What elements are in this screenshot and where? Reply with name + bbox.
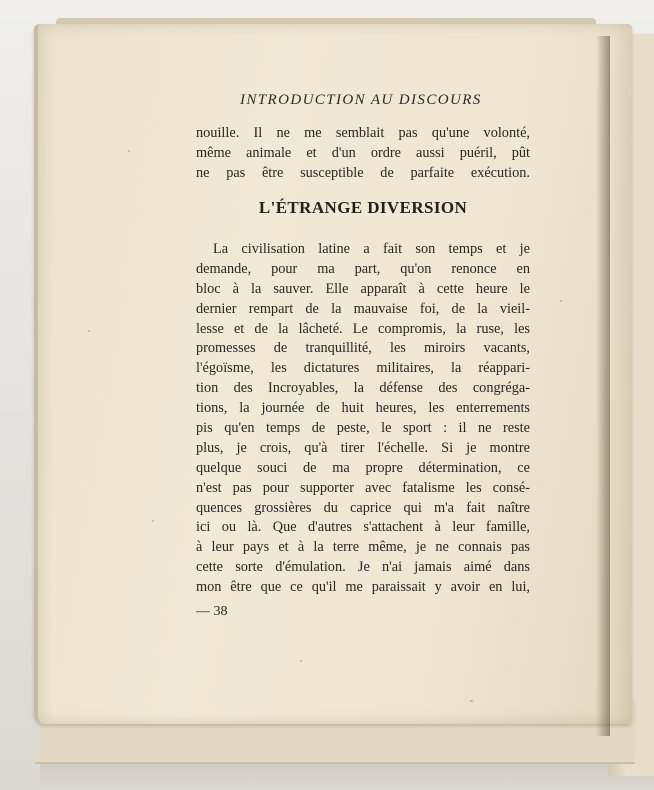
- text-line: même animale et d'un ordre aussi puéril, pût: [196, 144, 530, 161]
- paper-speck: [152, 520, 154, 522]
- text-line: tions, la journée de huit heures, les enterrements: [196, 400, 530, 417]
- text-line: bloc à la sauver. Elle apparaît à cette heure le: [196, 280, 530, 297]
- book-gutter-shadow: [596, 36, 610, 736]
- text-line: ne pas être susceptible de parfaite exécution.: [196, 164, 530, 181]
- text-line: quelque souci de ma propre détermination, ce: [196, 459, 530, 476]
- running-head: INTRODUCTION AU DISCOURS: [240, 92, 482, 108]
- text-line: demande, pour ma part, qu'on renonce en: [196, 260, 530, 277]
- text-line: pis qu'en temps de peste, le sport : il ne reste: [196, 420, 530, 437]
- text-line: cette sorte d'émulation. Je n'ai jamais aimé dans: [196, 559, 530, 576]
- paper-speck: [300, 660, 302, 662]
- text-line: n'est pas pour supporter avec fatalisme les consé-: [196, 479, 530, 496]
- body-paragraph: [196, 240, 530, 598]
- opening-paragraph: [196, 124, 530, 184]
- section-title: L'ÉTRANGE DIVERSION: [258, 198, 468, 217]
- text-line: ici ou là. Que d'autres s'attachent à leur famille,: [196, 519, 530, 536]
- text-line: l'égoïsme, les dictatures militaires, la réappari-: [196, 360, 530, 377]
- text-line: promesses de tranquillité, les miroirs vacants,: [196, 340, 530, 357]
- paper-speck: [128, 150, 130, 152]
- text-line: quences grossières du caprice qui m'a fait naître: [196, 499, 530, 516]
- text-line: nouille. Il ne me semblait pas qu'une volonté,: [196, 125, 530, 141]
- text-line: dernier rempart de la mauvaise foi, de la vieil-: [196, 300, 530, 317]
- text-line: mon être que ce qu'il me paraissait y avoir en lui,: [196, 579, 530, 596]
- page-number: — 38: [196, 604, 228, 619]
- text-line: La civilisation latine a fait son temps et je: [213, 241, 530, 257]
- text-line: tion des Incroyables, la défense des congréga-: [196, 380, 530, 397]
- paper-speck: [560, 300, 562, 302]
- text-line: à leur pays et à la terre même, je ne connais pas: [196, 539, 530, 556]
- text-line: plus, je crois, qu'à tirer l'échelle. Si je montre: [196, 439, 530, 456]
- text-line: lesse et de la lâcheté. Le compromis, la ruse, les: [196, 320, 530, 337]
- paper-speck: [470, 700, 473, 702]
- paper-speck: [88, 330, 90, 332]
